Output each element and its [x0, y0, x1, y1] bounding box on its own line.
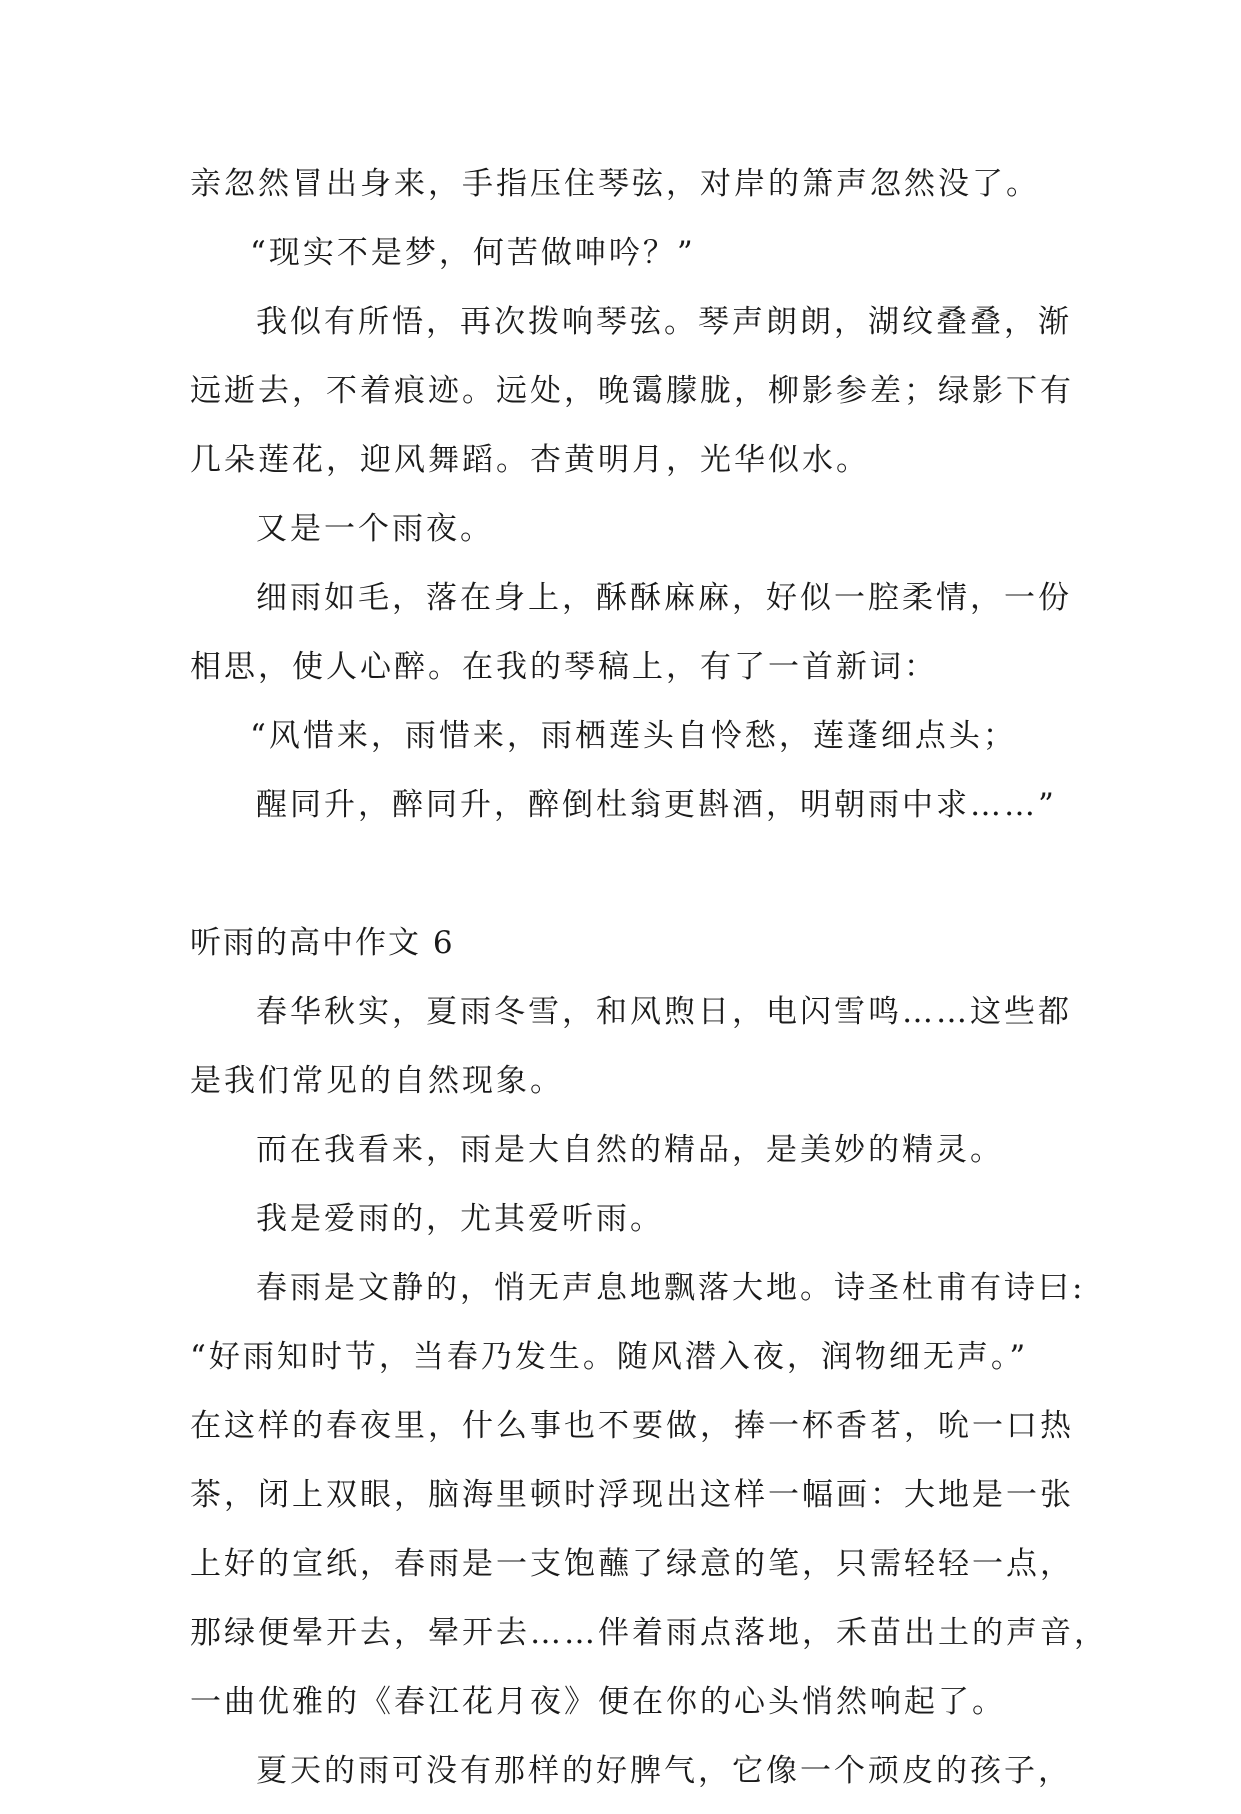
paragraph-line: “现实不是梦，何苦做呻吟？”: [250, 235, 696, 271]
paragraph-line: 一曲优雅的《春江花月夜》便在你的心头悄然响起了。: [190, 1684, 1006, 1720]
essay-text: [190, 158, 1108, 1814]
paragraph-line: “好雨知时节，当春乃发生。随风潜入夜，润物细无声。”: [190, 1339, 1029, 1375]
paragraph-line: 又是一个雨夜。: [256, 511, 494, 547]
paragraph-line: 夏天的雨可没有那样的好脾气，它像一个顽皮的孩子，: [256, 1753, 1072, 1789]
paragraph-line: 茶，闭上双眼，脑海里顿时浮现出这样一幅画：大地是一张: [190, 1477, 1074, 1513]
paragraph-line: 春雨是文静的，悄无声息地飘落大地。诗圣杜甫有诗曰:: [256, 1270, 1086, 1306]
paragraph-line: 而在我看来，雨是大自然的精品，是美妙的精灵。: [256, 1132, 1004, 1168]
paragraph-line: 那绿便晕开去，晕开去……伴着雨点落地，禾苗出土的声音，: [190, 1615, 1108, 1651]
poem-line: 醒同升，醉同升，醉倒杜翁更斟酒，明朝雨中求……”: [256, 787, 1057, 823]
paragraph-line: 上好的宣纸，春雨是一支饱蘸了绿意的笔，只需轻轻一点，: [190, 1546, 1074, 1582]
paragraph-line: 细雨如毛，落在身上，酥酥麻麻，好似一腔柔情，一份: [256, 580, 1072, 616]
section-heading: 听雨的高中作文 6: [190, 925, 455, 961]
paragraph-line: 我似有所悟，再次拨响琴弦。琴声朗朗，湖纹叠叠，渐: [256, 304, 1072, 340]
blank-line: [190, 848, 1070, 917]
paragraph-line: 亲忽然冒出身来，手指压住琴弦，对岸的箫声忽然没了。: [190, 166, 1040, 202]
paragraph-line: 几朵莲花，迎风舞蹈。杏黄明月，光华似水。: [190, 442, 870, 478]
paragraph-line: 我是爱雨的，尤其爱听雨。: [256, 1201, 664, 1237]
paragraph-line: 相思，使人心醉。在我的琴稿上，有了一首新词：: [190, 649, 938, 685]
paragraph-line: 是我们常见的自然现象。: [190, 1063, 564, 1099]
paragraph-line: 春华秋实，夏雨冬雪，和风煦日，电闪雪鸣……这些都: [256, 994, 1072, 1030]
paragraph-line: 远逝去，不着痕迹。远处，晚霭朦胧，柳影参差；绿影下有: [190, 373, 1074, 409]
paragraph-line: 在这样的春夜里，什么事也不要做，捧一杯香茗，吮一口热: [190, 1408, 1074, 1444]
poem-line: “风惜来，雨惜来，雨栖莲头自怜愁，莲蓬细点头；: [250, 718, 1017, 754]
